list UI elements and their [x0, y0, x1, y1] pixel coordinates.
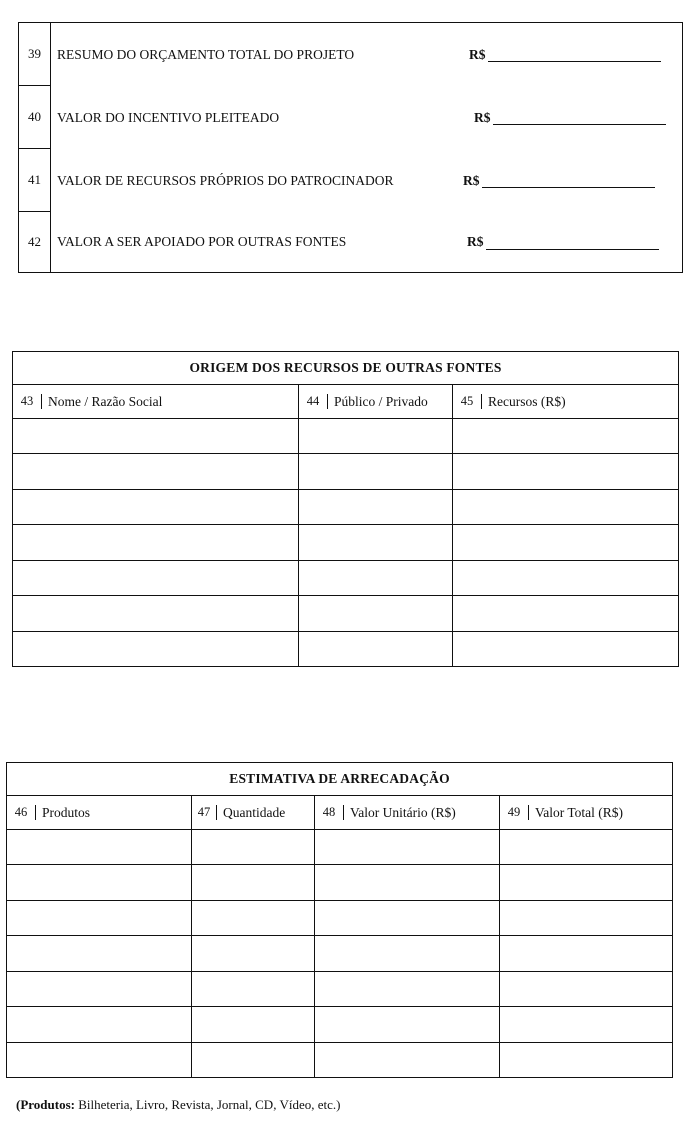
table-cell[interactable]: [7, 1007, 192, 1043]
revenue-estimate-table: [6, 762, 673, 1078]
table-row: [13, 561, 679, 596]
footnote-text: Bilheteria, Livro, Revista, Jornal, CD, Vídeo, etc.): [74, 1097, 341, 1112]
column-header-unit-value: [315, 796, 500, 830]
column-label: Recursos (R$): [488, 393, 566, 409]
table-cell[interactable]: [500, 901, 673, 936]
table-cell[interactable]: [192, 936, 315, 972]
table-cell[interactable]: [13, 419, 299, 454]
budget-summary-box: [18, 22, 683, 273]
table-cell[interactable]: [315, 830, 500, 865]
table-cell[interactable]: [500, 936, 673, 972]
column-label: Público / Privado: [334, 393, 428, 409]
field-number: 47: [192, 805, 217, 820]
table-cell[interactable]: [453, 632, 679, 667]
table-cell[interactable]: [453, 490, 679, 525]
currency-label: R$: [463, 172, 480, 188]
sponsor-resources-field[interactable]: [463, 149, 655, 212]
footnote-prefix: (Produtos:: [16, 1097, 75, 1112]
field-number: 43: [13, 394, 42, 409]
table-cell[interactable]: [299, 419, 453, 454]
table-row: [7, 830, 673, 865]
table-cell[interactable]: [7, 1043, 192, 1078]
table-cell[interactable]: [299, 525, 453, 561]
table-cell[interactable]: [500, 1007, 673, 1043]
field-number: 40: [19, 86, 51, 149]
table-cell[interactable]: [315, 972, 500, 1007]
table-cell[interactable]: [7, 901, 192, 936]
field-number: 41: [19, 149, 51, 212]
table-cell[interactable]: [299, 561, 453, 596]
table-row: [7, 1007, 673, 1043]
summary-row-41: [19, 149, 682, 212]
input-line[interactable]: [482, 173, 655, 188]
table-cell[interactable]: [453, 561, 679, 596]
table-row: [7, 1043, 673, 1078]
input-line[interactable]: [493, 110, 666, 125]
table-cell[interactable]: [192, 901, 315, 936]
column-label: Nome / Razão Social: [48, 393, 163, 409]
summary-row-40: [19, 86, 682, 149]
table-cell[interactable]: [192, 830, 315, 865]
table-row: [13, 596, 679, 632]
table-cell[interactable]: [13, 561, 299, 596]
input-line[interactable]: [488, 47, 661, 62]
table-row: [7, 972, 673, 1007]
column-header-total-value: [500, 796, 673, 830]
table-cell[interactable]: [453, 454, 679, 490]
column-label: Produtos: [42, 804, 91, 820]
table-row: [13, 490, 679, 525]
incentive-value-field[interactable]: [474, 86, 666, 149]
field-number: 48: [315, 805, 344, 820]
table-cell[interactable]: [299, 454, 453, 490]
other-sources-table: [12, 351, 679, 667]
table-header-row: [13, 385, 679, 419]
products-footnote: [16, 1097, 340, 1113]
column-label: Valor Total (R$): [535, 804, 624, 820]
table-cell[interactable]: [315, 901, 500, 936]
currency-label: R$: [467, 234, 484, 249]
field-label: VALOR A SER APOIADO POR OUTRAS FONTES: [57, 234, 347, 249]
table-row: [13, 419, 679, 454]
table-cell[interactable]: [453, 596, 679, 632]
table-cell[interactable]: [13, 596, 299, 632]
field-number: 39: [19, 23, 51, 86]
summary-row-39: [19, 23, 682, 86]
column-label: Valor Unitário (R$): [350, 804, 456, 820]
table-row: [13, 632, 679, 667]
total-budget-field[interactable]: [469, 23, 661, 86]
table-cell[interactable]: [315, 1043, 500, 1078]
table-row: [13, 525, 679, 561]
table-cell[interactable]: [13, 525, 299, 561]
table-cell[interactable]: [192, 972, 315, 1007]
table-title: ESTIMATIVA DE ARRECADAÇÃO: [7, 763, 673, 796]
field-number: 45: [453, 394, 482, 409]
table-cell[interactable]: [453, 419, 679, 454]
table-cell[interactable]: [315, 865, 500, 901]
field-label: VALOR DO INCENTIVO PLEITEADO: [57, 109, 280, 125]
table-cell[interactable]: [192, 1007, 315, 1043]
table-cell[interactable]: [500, 972, 673, 1007]
table-title: ORIGEM DOS RECURSOS DE OUTRAS FONTES: [13, 352, 679, 385]
field-number: 46: [7, 805, 36, 820]
other-sources-field[interactable]: [467, 212, 659, 272]
table-cell[interactable]: [13, 632, 299, 667]
column-header-name: [13, 385, 299, 419]
table-cell[interactable]: [7, 972, 192, 1007]
table-cell[interactable]: [315, 1007, 500, 1043]
column-header-resources: [453, 385, 679, 419]
column-label: Quantidade: [223, 804, 286, 820]
table-cell[interactable]: [453, 525, 679, 561]
field-label: VALOR DE RECURSOS PRÓPRIOS DO PATROCINADOR: [57, 172, 394, 188]
table-cell[interactable]: [500, 1043, 673, 1078]
table-cell[interactable]: [299, 632, 453, 667]
field-number: 44: [299, 394, 328, 409]
summary-row-42: [19, 212, 682, 272]
input-line[interactable]: [486, 235, 659, 250]
column-header-products: [7, 796, 192, 830]
table-row: [7, 901, 673, 936]
table-cell[interactable]: [192, 1043, 315, 1078]
table-row: [7, 936, 673, 972]
table-cell[interactable]: [299, 596, 453, 632]
column-header-quantity: [192, 796, 315, 830]
table-cell[interactable]: [7, 865, 192, 901]
table-cell[interactable]: [192, 865, 315, 901]
field-label: RESUMO DO ORÇAMENTO TOTAL DO PROJETO: [57, 46, 355, 62]
table-cell[interactable]: [299, 490, 453, 525]
table-header-row: [7, 796, 673, 830]
table-cell[interactable]: [500, 830, 673, 865]
table-row: [13, 454, 679, 490]
table-row: [7, 865, 673, 901]
table-cell[interactable]: [315, 936, 500, 972]
table-cell[interactable]: [7, 936, 192, 972]
currency-label: R$: [469, 46, 486, 62]
table-cell[interactable]: [7, 830, 192, 865]
table-cell[interactable]: [13, 454, 299, 490]
column-header-type: [299, 385, 453, 419]
table-cell[interactable]: [13, 490, 299, 525]
field-number: 49: [500, 805, 529, 820]
field-number: 42: [19, 212, 51, 272]
currency-label: R$: [474, 109, 491, 125]
table-cell[interactable]: [500, 865, 673, 901]
